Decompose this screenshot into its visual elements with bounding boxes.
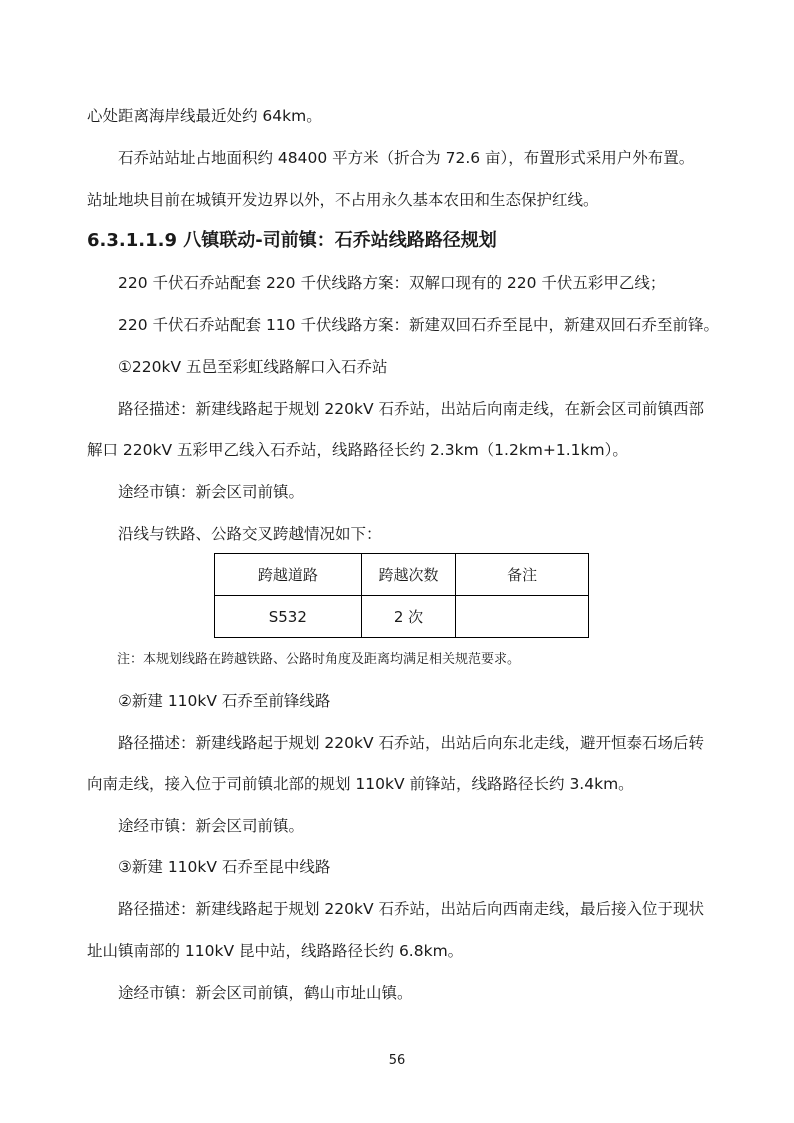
crossing-intro: 沿线与铁路、公路交叉跨越情况如下： xyxy=(118,525,382,543)
table-header-cell: 跨越次数 xyxy=(361,554,456,596)
table-note: 注：本规划线路在跨越铁路、公路时角度及距离均满足相关规范要求。 xyxy=(117,652,521,667)
subsection-2-via: 途经市镇：新会区司前镇。 xyxy=(118,817,305,835)
paragraph-220kv-scheme: 220 千伏石乔站配套 220 千伏线路方案：双解口现有的 220 千伏五彩甲乙线； xyxy=(118,274,666,292)
subsection-1-via: 途经市镇：新会区司前镇。 xyxy=(118,483,305,501)
subsection-2-route-a: 路径描述：新建线路起于规划 220kV 石乔站，出站后向东北走线，避开恒泰石场后转 xyxy=(118,734,705,752)
subsection-2-route-b: 向南走线，接入位于司前镇北部的规划 110kV 前锋站，线路路径长约 3.4km。 xyxy=(87,775,634,793)
page-number: 56 xyxy=(388,1053,406,1068)
section-title: 八镇联动-司前镇：石乔站线路路径规划 xyxy=(176,230,497,251)
subsection-3-route-a: 路径描述：新建线路起于规划 220kV 石乔站，出站后向西南走线，最后接入位于现状 xyxy=(118,900,705,918)
paragraph-site-area: 石乔站站址占地面积约 48400 平方米（折合为 72.6 亩），布置形式采用户外布置。 xyxy=(118,149,695,167)
subsection-2-title: ②新建 110kV 石乔至前锋线路 xyxy=(118,692,331,710)
section-number: 6.3.1.1.9 xyxy=(87,230,177,251)
subsection-1-route-a: 路径描述：新建线路起于规划 220kV 石乔站，出站后向南走线，在新会区司前镇西部 xyxy=(118,400,705,418)
subsection-3-via: 途经市镇：新会区司前镇，鹤山市址山镇。 xyxy=(118,984,413,1002)
table-header-cell: 跨越道路 xyxy=(215,554,362,596)
subsection-1-title: ①220kV 五邑至彩虹线路解口入石乔站 xyxy=(118,358,388,376)
paragraph-site-boundary: 站址地块目前在城镇开发边界以外，不占用永久基本农田和生态保护红线。 xyxy=(87,191,599,209)
paragraph-110kv-scheme: 220 千伏石乔站配套 110 千伏线路方案：新建双回石乔至昆中，新建双回石乔至前锋。 xyxy=(118,316,719,334)
table-header-row xyxy=(215,554,589,596)
subsection-3-title: ③新建 110kV 石乔至昆中线路 xyxy=(118,858,331,876)
table-cell: S532 xyxy=(215,596,362,638)
table-row xyxy=(215,596,589,638)
crossing-table xyxy=(214,553,589,638)
subsection-1-route-b: 解口 220kV 五彩甲乙线入石乔站，线路路径长约 2.3km（1.2km+1.1km）。 xyxy=(87,441,628,459)
table-header-cell: 备注 xyxy=(456,554,589,596)
subsection-3-route-b: 址山镇南部的 110kV 昆中站，线路路径长约 6.8km。 xyxy=(87,942,464,960)
paragraph-distance-coast: 心处距离海岸线最近处约 64km。 xyxy=(87,107,322,125)
table-cell xyxy=(456,596,589,638)
table-cell: 2 次 xyxy=(361,596,456,638)
section-heading xyxy=(87,229,497,253)
